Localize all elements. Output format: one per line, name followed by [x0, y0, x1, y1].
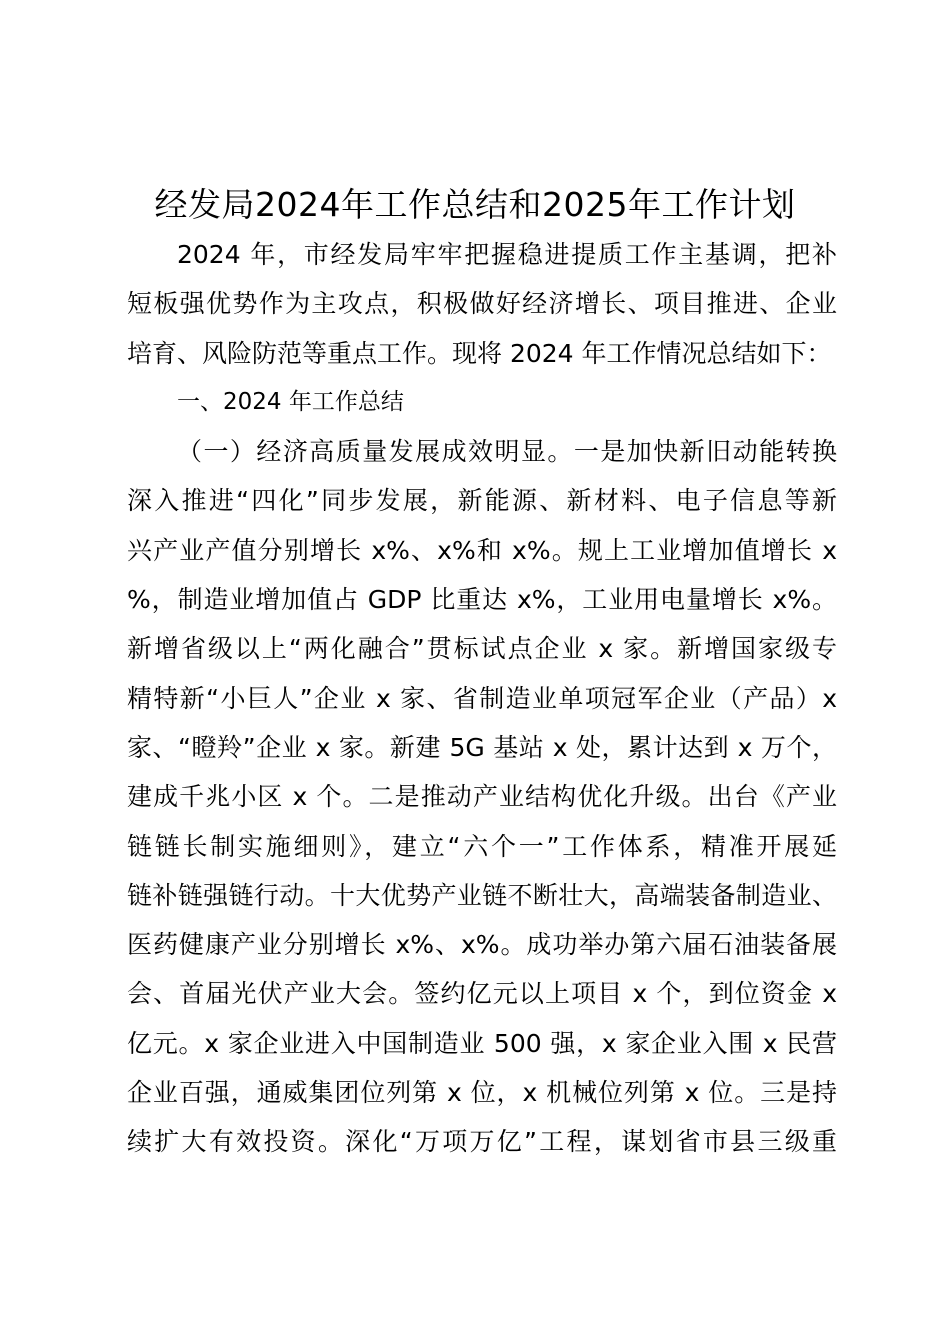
paragraph-line: 兴产业产值分别增长 x%、x%和 x%。规上工业增加值增长 x [127, 535, 837, 565]
paragraph-line: 链补链强链行动。十大优势产业链不断壮大，高端装备制造业、 [127, 880, 837, 910]
document-body [127, 230, 837, 1167]
paragraph-line: 续扩大有效投资。深化“万项万亿”工程，谋划省市县三级重 [127, 1127, 837, 1157]
paragraph-line: 建成千兆小区 x 个。二是推动产业结构优化升级。出台《产业 [127, 782, 837, 812]
paragraph-line: （一）经济高质量发展成效明显。一是加快新旧动能转换 [177, 437, 837, 467]
paragraph-line: 亿元。x 家企业进入中国制造业 500 强，x 家企业入围 x 民营 [127, 1028, 837, 1058]
intro-line: 短板强优势作为主攻点，积极做好经济增长、项目推进、企业 [127, 289, 837, 319]
paragraph-line: %，制造业增加值占 GDP 比重达 x%，工业用电量增长 x%。 [127, 585, 837, 615]
paragraph-line: 会、首届光伏产业大会。签约亿元以上项目 x 个，到位资金 x [127, 979, 837, 1009]
paragraph-line: 医药健康产业分别增长 x%、x%。成功举办第六届石油装备展 [127, 930, 837, 960]
paragraph-line: 企业百强，通威集团位列第 x 位，x 机械位列第 x 位。三是持 [127, 1078, 837, 1108]
paragraph-line: 新增省级以上“两化融合”贯标试点企业 x 家。新增国家级专 [127, 634, 837, 664]
paragraph-line: 家、“瞪羚”企业 x 家。新建 5G 基站 x 处，累计达到 x 万个， [127, 732, 837, 762]
paragraph-line: 深入推进“四化”同步发展，新能源、新材料、电子信息等新 [127, 486, 837, 516]
document-title: 经发局2024年工作总结和2025年工作计划 [154, 185, 796, 224]
section-heading: 一、2024 年工作总结 [177, 388, 404, 415]
intro-line: 培育、风险防范等重点工作。现将 2024 年工作情况总结如下： [127, 338, 832, 368]
intro-line: 2024 年，市经发局牢牢把握稳进提质工作主基调，把补 [177, 240, 837, 269]
paragraph-line: 精特新“小巨人”企业 x 家、省制造业单项冠军企业（产品）x [127, 683, 837, 713]
paragraph-line: 链链长制实施细则》，建立“六个一”工作体系，精准开展延 [127, 831, 837, 861]
